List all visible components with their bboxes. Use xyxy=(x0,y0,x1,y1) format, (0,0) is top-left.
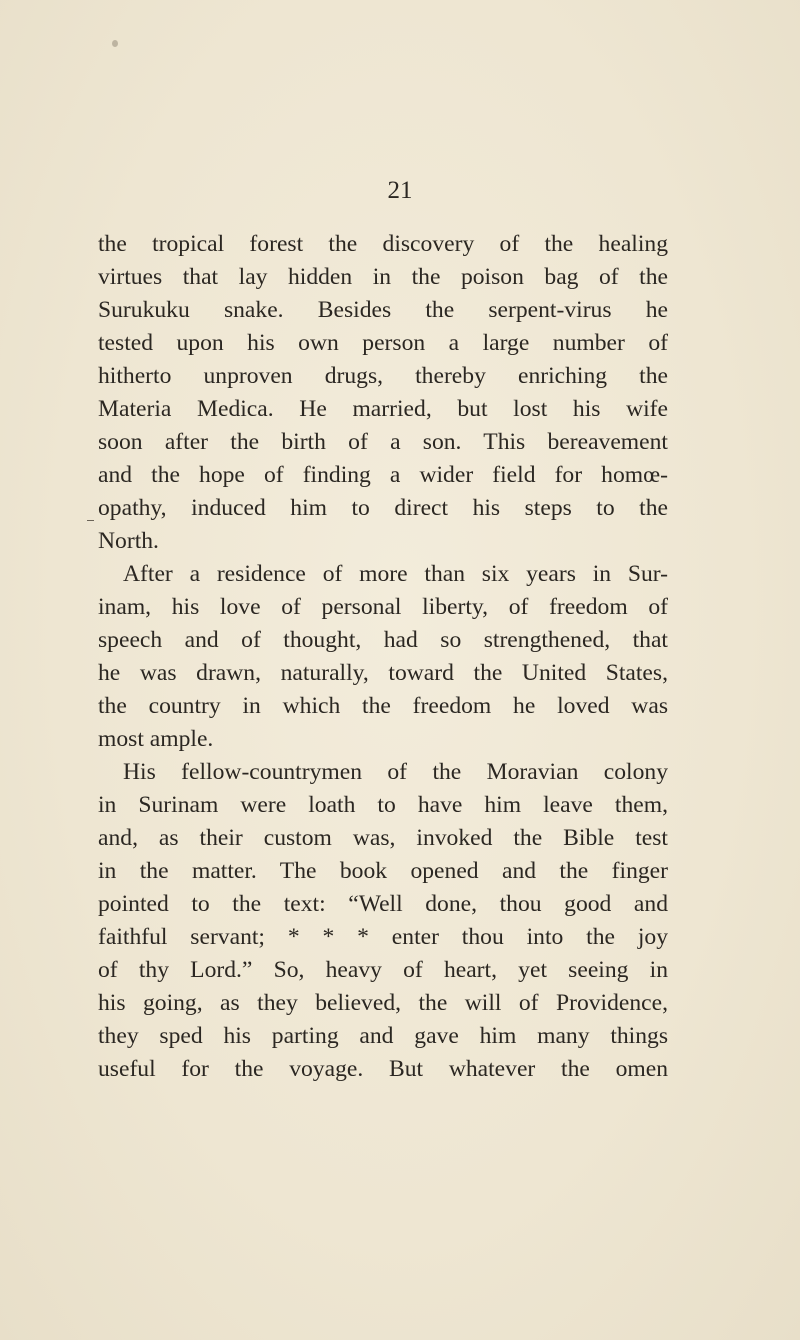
text-line: speech and of thought, had so strengthened, that xyxy=(98,627,668,653)
paper-speck xyxy=(112,40,118,47)
text-line: and the hope of finding a wider field for homœ- xyxy=(98,462,668,488)
text-line: soon after the birth of a son. This bereavement xyxy=(98,429,668,455)
text-line: His fellow-countrymen of the Moravian colony xyxy=(123,759,668,785)
body-text xyxy=(98,228,668,1086)
text-line: virtues that lay hidden in the poison bag of the xyxy=(98,264,668,290)
text-line: in Surinam were loath to have him leave them, xyxy=(98,792,668,818)
text-line: the tropical forest the discovery of the healing xyxy=(98,231,668,257)
text-line: inam, his love of personal liberty, of freedom of xyxy=(98,594,668,620)
text-line: he was drawn, naturally, toward the United States, xyxy=(98,660,668,686)
text-line: After a residence of more than six years in Sur- xyxy=(123,561,668,587)
text-line: his going, as they believed, the will of Providence, xyxy=(98,990,668,1016)
text-line: of thy Lord.” So, heavy of heart, yet seeing in xyxy=(98,957,668,983)
text-line: tested upon his own person a large number of xyxy=(98,330,668,356)
text-line: the country in which the freedom he loved was xyxy=(98,693,668,719)
text-line: Surukuku snake. Besides the serpent-virus he xyxy=(98,297,668,323)
margin-mark xyxy=(87,520,94,521)
text-line: they sped his parting and gave him many things xyxy=(98,1023,668,1049)
text-line: in the matter. The book opened and the finger xyxy=(98,858,668,884)
text-line: useful for the voyage. But whatever the omen xyxy=(98,1056,668,1082)
text-line: opathy, induced him to direct his steps to the xyxy=(98,495,668,521)
page-number: 21 xyxy=(387,177,413,204)
text-line: and, as their custom was, invoked the Bible test xyxy=(98,825,668,851)
text-line: pointed to the text: “Well done, thou good and xyxy=(98,891,668,917)
text-line: faithful servant; * * * enter thou into the joy xyxy=(98,924,668,950)
text-line: Materia Medica. He married, but lost his wife xyxy=(98,396,668,422)
text-line: hitherto unproven drugs, thereby enriching the xyxy=(98,363,668,389)
text-line: most ample. xyxy=(98,726,214,752)
text-line: North. xyxy=(98,528,159,554)
